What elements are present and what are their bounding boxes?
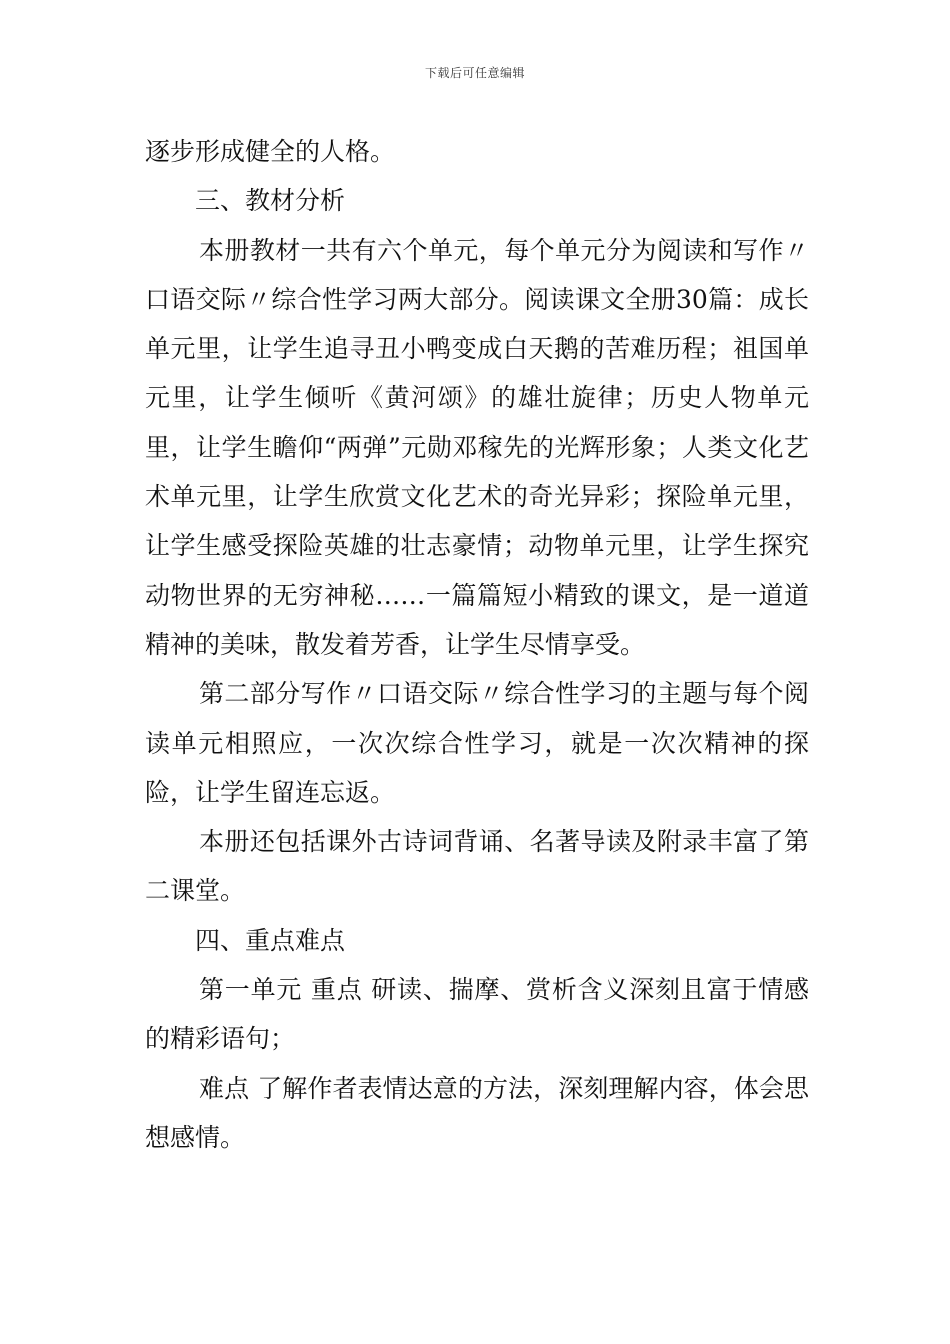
paragraph-part-two: 第二部分写作〃口语交际〃综合性学习的主题与每个阅读单元相照应，一次次综合性学习，就是一次次精神的探险，让学生留连忘返。 bbox=[145, 679, 809, 807]
paragraph-extras: 本册还包括课外古诗词背诵、名著导读及附录丰富了第二课堂。 bbox=[145, 827, 809, 906]
page-header-note: 下载后可任意编辑 bbox=[424, 66, 525, 80]
paragraph-unit-one-difficulty: 难点 了解作者表情达意的方法，深刻理解内容，体会思想感情。 bbox=[145, 1073, 809, 1152]
section-heading-key-difficulties: 四、重点难点 bbox=[195, 925, 346, 955]
section-heading-textbook-analysis: 三、教材分析 bbox=[195, 186, 346, 216]
paragraph-unit-one-key: 第一单元 重点 研读、揣摩、赏析含义深刻且富于情感的精彩语句； bbox=[145, 975, 809, 1054]
paragraph-textbook-overview: 本册教材一共有六个单元，每个单元分为阅读和写作〃口语交际〃综合性学习两大部分。阅读课文全册30篇：成长单元里，让学生追寻丑小鸭变成白天鹅的苦难历程；祖国单元里，让学生倾听《黄河颂》的雄壮旋律；历史人物单元里，让学生瞻仰“两弹”元勋邓稼先的光辉形象；人类文化艺术单元里，让学生欣赏文化艺术的奇光异彩；探险单元里，让学生感受探险英雄的壮志豪情；动物单元里，让学生探究动物世界的无穷神秘……一篇篇短小精致的课文，是一道道精神的美味，散发着芳香，让学生尽情享受。 bbox=[145, 235, 809, 659]
paragraph-continuation: 逐步形成健全的人格。 bbox=[145, 137, 396, 166]
document-body bbox=[145, 127, 809, 1162]
